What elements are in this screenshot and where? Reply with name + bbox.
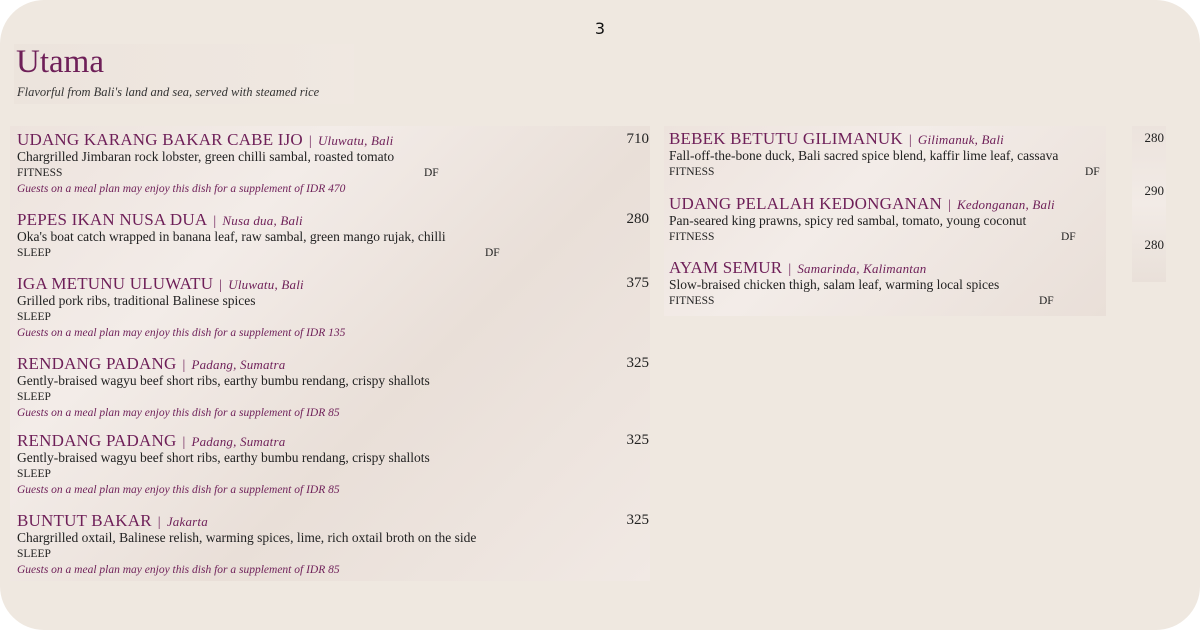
price-strip-paper-texture: [1132, 126, 1166, 282]
wellness-tag: FITNESS: [17, 167, 63, 179]
dish-name: BEBEK BETUTU GILIMANUK: [669, 129, 903, 148]
separator: |: [213, 214, 217, 229]
dish-description: Gently-braised wagyu beef short ribs, earthy bumbu rendang, crispy shallots: [17, 373, 430, 388]
wellness-tag: SLEEP: [17, 391, 51, 403]
dish-description: Chargrilled Jimbaran rock lobster, green chilli sambal, roasted tomato: [17, 149, 395, 164]
separator: |: [182, 435, 186, 450]
dish-name: RENDANG PADANG: [17, 354, 177, 373]
dish-title: [17, 511, 208, 531]
dish-name: UDANG KARANG BAKAR CABE IJO: [17, 130, 303, 149]
wellness-tag: SLEEP: [17, 311, 51, 323]
dish-description: Fall-off-the-bone duck, Bali sacred spice blend, kaffir lime leaf, cassava: [669, 148, 1059, 163]
separator: |: [948, 198, 952, 213]
dish-price: 325: [626, 432, 649, 448]
dish-origin: Uluwatu, Bali: [228, 277, 304, 292]
dish-name: AYAM SEMUR: [669, 258, 783, 277]
separator: |: [157, 515, 161, 530]
meal-plan-note: Guests on a meal plan may enjoy this dish for a supplement of IDR 85: [17, 484, 340, 496]
dish-title: [17, 431, 285, 451]
dish-description: Grilled pork ribs, traditional Balinese spices: [17, 293, 256, 308]
dish-title: [17, 210, 303, 230]
dish-name: PEPES IKAN NUSA DUA: [17, 210, 208, 229]
dish-title: [17, 130, 394, 150]
dish-description: Pan-seared king prawns, spicy red sambal, tomato, young coconut: [669, 213, 1027, 228]
dish-price: 325: [626, 512, 649, 528]
separator: |: [182, 358, 186, 373]
diet-tag: DF: [1085, 166, 1100, 178]
diet-tag: DF: [485, 247, 500, 259]
dish-price: 375: [626, 275, 649, 291]
meal-plan-note: Guests on a meal plan may enjoy this dish for a supplement of IDR 85: [17, 407, 340, 419]
separator: |: [219, 278, 223, 293]
dish-price: 290: [1144, 183, 1164, 198]
wellness-tag: SLEEP: [17, 468, 51, 480]
dish-title: [669, 194, 1055, 214]
section-subtitle: Flavorful from Bali's land and sea, served with steamed rice: [17, 85, 320, 99]
dish-origin: Jakarta: [166, 514, 208, 529]
dish-title: [669, 258, 927, 278]
dish-description: Oka's boat catch wrapped in banana leaf, raw sambal, green mango rujak, chilli: [17, 229, 446, 244]
wellness-tag: FITNESS: [669, 166, 715, 178]
dish-description: Gently-braised wagyu beef short ribs, earthy bumbu rendang, crispy shallots: [17, 450, 430, 465]
dish-price: 280: [1144, 130, 1164, 145]
dish-origin: Padang, Sumatra: [191, 434, 286, 449]
dish-origin: Padang, Sumatra: [191, 357, 286, 372]
dish-price: 325: [626, 355, 649, 371]
meal-plan-note: Guests on a meal plan may enjoy this dish for a supplement of IDR 85: [17, 564, 340, 576]
separator: |: [788, 262, 792, 277]
dish-origin: Kedonganan, Bali: [957, 197, 1055, 212]
separator: |: [308, 134, 312, 149]
wellness-tag: FITNESS: [669, 295, 715, 307]
meal-plan-note: Guests on a meal plan may enjoy this dish for a supplement of IDR 470: [17, 183, 346, 195]
wellness-tag: SLEEP: [17, 247, 51, 259]
dish-name: RENDANG PADANG: [17, 431, 177, 450]
diet-tag: DF: [424, 167, 439, 179]
dish-name: IGA METUNU ULUWATU: [17, 274, 214, 293]
diet-tag: DF: [1061, 231, 1076, 243]
dish-origin: Nusa dua, Bali: [222, 213, 303, 228]
dish-description: Slow-braised chicken thigh, salam leaf, warming local spices: [669, 277, 1000, 292]
wellness-tag: FITNESS: [669, 231, 715, 243]
wellness-tag: SLEEP: [17, 548, 51, 560]
dish-origin: Samarinda, Kalimantan: [797, 261, 927, 276]
section-title: Utama: [16, 44, 104, 80]
dish-title: [17, 274, 304, 294]
diet-tag: DF: [1039, 295, 1054, 307]
dish-title: [669, 129, 1004, 149]
dish-name: UDANG PELALAH KEDONGANAN: [669, 194, 942, 213]
separator: |: [908, 133, 912, 148]
meal-plan-note: Guests on a meal plan may enjoy this dish for a supplement of IDR 135: [17, 327, 346, 339]
dish-origin: Uluwatu, Bali: [317, 133, 394, 148]
dish-name: BUNTUT BAKAR: [17, 511, 152, 530]
dish-price: 280: [1144, 237, 1164, 252]
dish-price: 710: [626, 131, 649, 147]
dish-price: 280: [626, 211, 649, 227]
page-number: 3: [594, 19, 606, 38]
dish-title: [17, 354, 285, 374]
dish-description: Chargrilled oxtail, Balinese relish, warming spices, lime, rich oxtail broth on the side: [17, 530, 477, 545]
dish-origin: Gilimanuk, Bali: [917, 132, 1004, 147]
